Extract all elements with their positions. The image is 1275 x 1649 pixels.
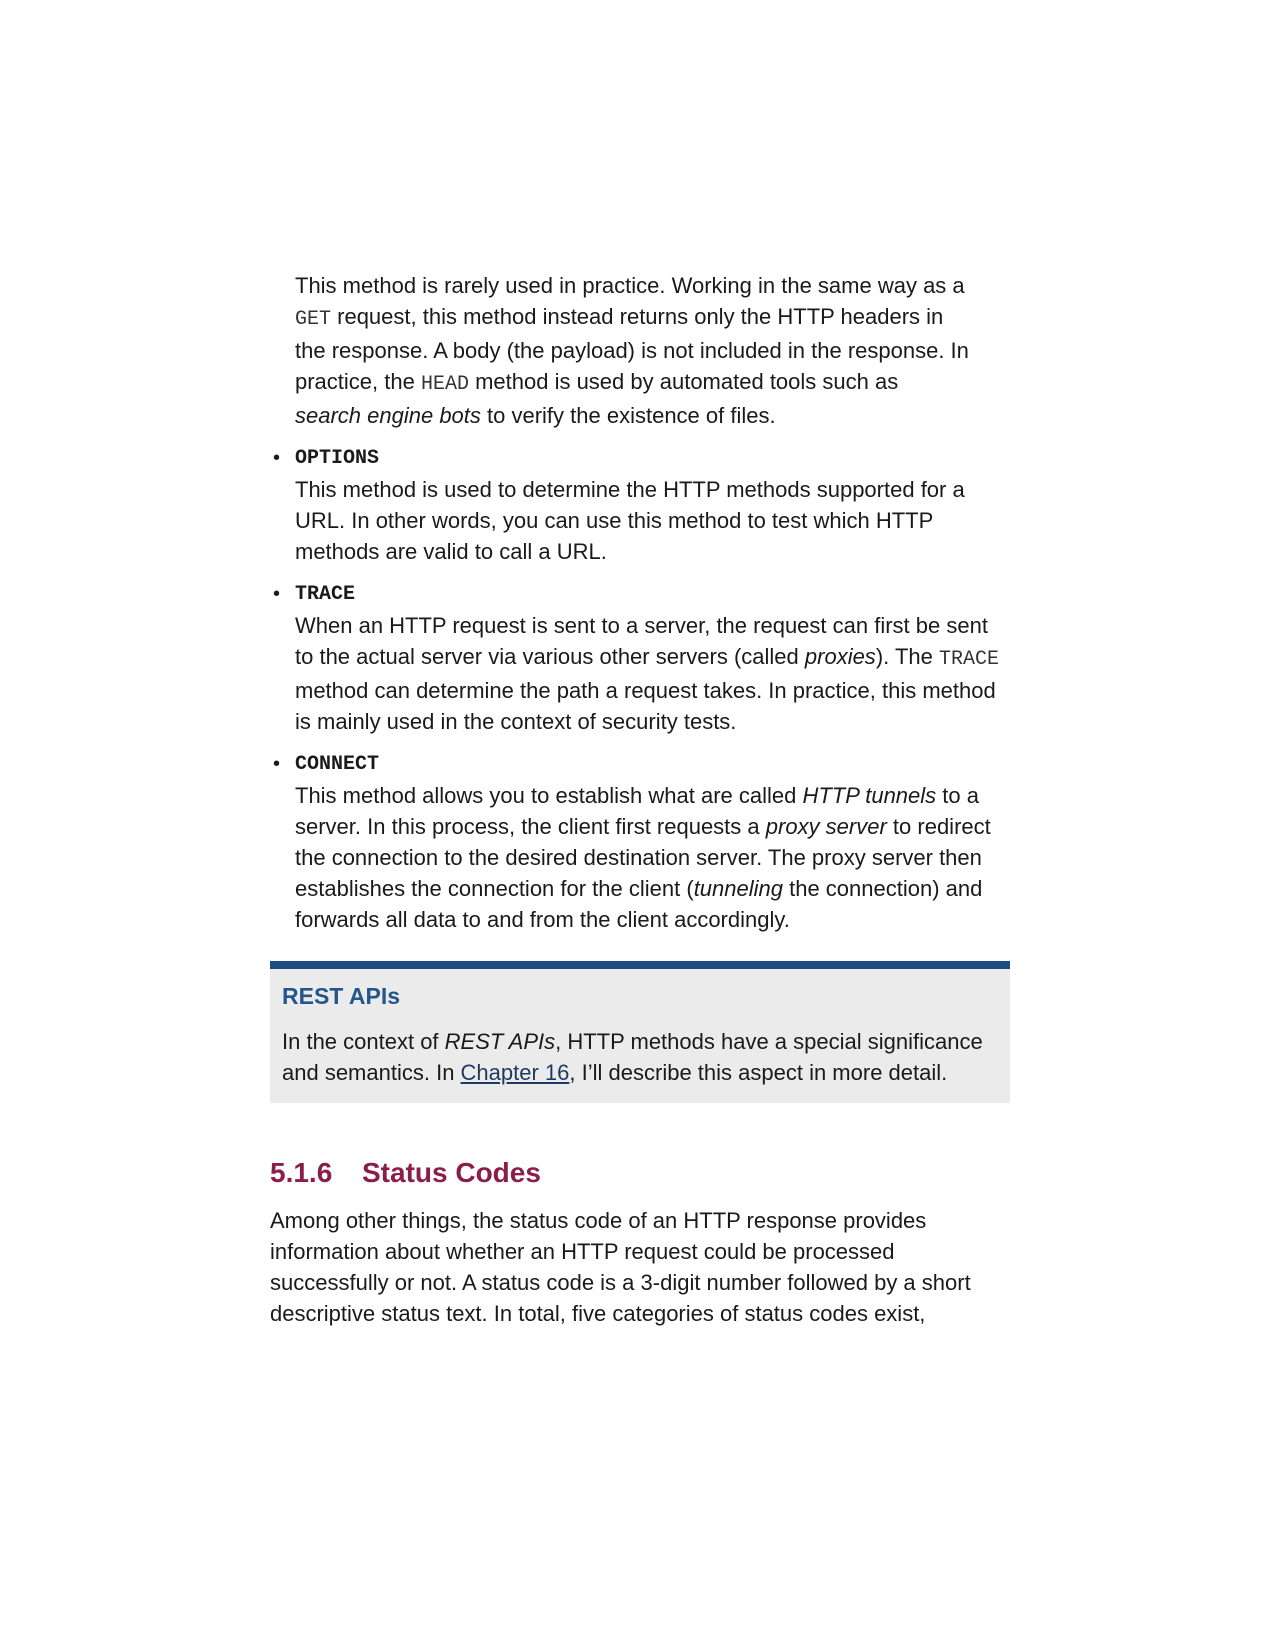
text-span: This method allows you to establish what are called	[295, 783, 803, 808]
code-head: HEAD	[420, 373, 469, 396]
text-span: This method is rarely used in practice. Working in the same way as a	[295, 273, 965, 298]
text-span: practice, the	[295, 369, 421, 394]
trace-description	[295, 610, 1010, 737]
italic-term: tunneling	[693, 876, 783, 901]
bullet-icon: •	[273, 753, 281, 775]
text-span: the response. A body (the payload) is not included in the response. In	[295, 338, 969, 363]
options-description	[295, 474, 1010, 567]
text-span: , HTTP methods have a special significance and semantics. In	[282, 1029, 983, 1085]
connect-description	[295, 780, 1010, 935]
list-item-options	[270, 443, 1010, 567]
text-span: to a server. In this process, the client first requests a	[295, 783, 979, 839]
section-heading	[270, 1155, 1010, 1191]
section-body	[270, 1205, 1010, 1329]
page-content	[270, 270, 1010, 1329]
bullet-icon: •	[273, 447, 281, 469]
section-title: Status Codes	[362, 1157, 541, 1188]
method-term-connect: CONNECT	[295, 753, 380, 776]
text-span: This method is used to determine the HTTP methods supported for a URL. In other words, you can use this method to test which HTTP methods are valid to call a URL.	[295, 477, 965, 564]
callout-body	[282, 1026, 998, 1088]
text-span: method is used by automated tools such as	[468, 369, 899, 394]
text-span: When an HTTP request is sent to a server, the request can first be sent to the actual server via various other servers (called	[295, 613, 988, 669]
text-span: Among other things, the status code of an HTTP response provides information about whether an HTTP request could be processed successfully or not. A status code is a 3-digit number followed by a short descriptive status text. In total, five categories of status codes exist,	[270, 1208, 971, 1326]
italic-term: proxies	[804, 644, 876, 669]
text-span: the connection) and forwards all data to and from the client accordingly.	[295, 876, 983, 932]
code-trace: TRACE	[939, 648, 1000, 671]
rest-apis-callout	[270, 961, 1010, 1103]
head-method-description	[270, 270, 1010, 431]
text-span: ). The	[875, 644, 939, 669]
text-span: method can determine the path a request takes. In practice, this method is mainly used in the context of security tests.	[295, 678, 996, 734]
italic-term: HTTP tunnels	[802, 783, 937, 808]
text-span: request, this method instead returns only the HTTP headers in	[331, 304, 944, 329]
bullet-icon: •	[273, 583, 281, 605]
section-number: 5.1.6	[270, 1157, 333, 1188]
list-item-trace	[270, 579, 1010, 737]
chapter-16-link[interactable]: Chapter 16	[460, 1060, 570, 1085]
text-span: In the context of	[282, 1029, 445, 1054]
callout-title: REST APIs	[282, 983, 401, 1009]
method-term-trace: TRACE	[295, 583, 356, 606]
text-span: to redirect the connection to the desired destination server. The proxy server then establishes the connection for the client (	[295, 814, 991, 901]
list-item-connect	[270, 749, 1010, 935]
text-span: , I’ll describe this aspect in more detail.	[569, 1060, 948, 1085]
italic-term: REST APIs	[444, 1029, 556, 1054]
method-term-options: OPTIONS	[295, 447, 380, 470]
italic-term: search engine bots	[295, 403, 481, 428]
italic-term: proxy server	[765, 814, 887, 839]
code-get: GET	[295, 308, 332, 331]
text-span: to verify the existence of files.	[480, 403, 776, 428]
